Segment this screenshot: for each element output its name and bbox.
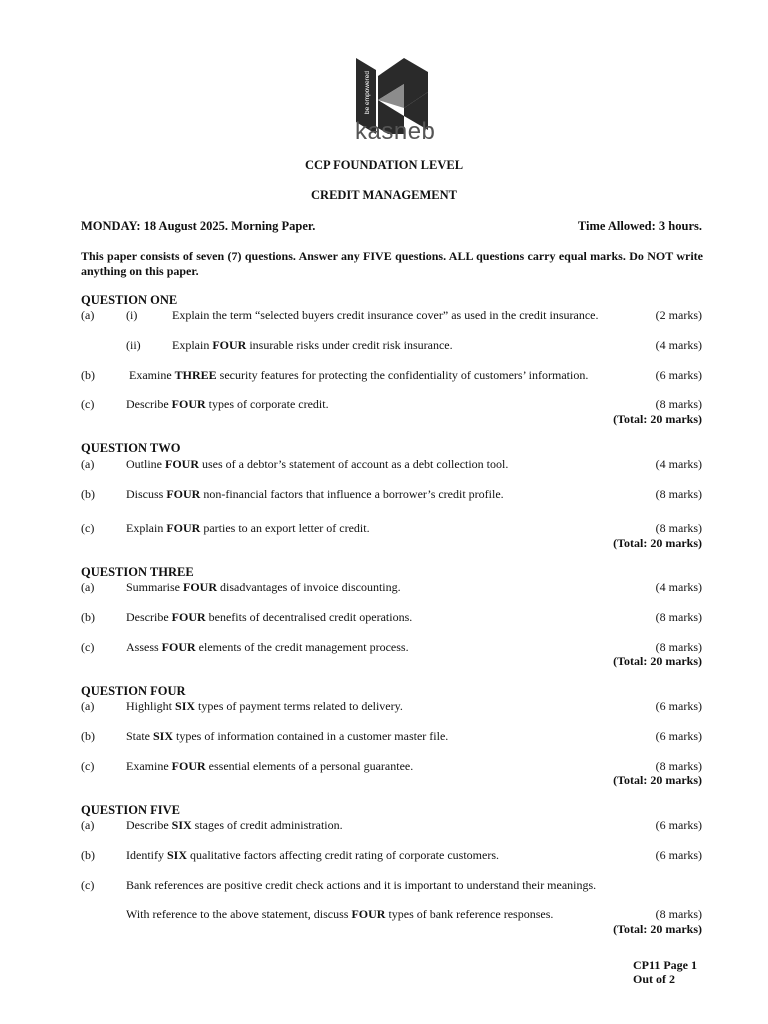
question-text: Bank references are positive credit check actions and it is important to understand their meanings. <box>126 878 597 892</box>
marks: (8 marks) <box>655 487 702 501</box>
marks: (6 marks) <box>655 729 702 743</box>
item-label: (b) <box>81 368 95 382</box>
item-label: (c) <box>81 759 95 773</box>
question-text: Describe SIX stages of credit administration. <box>126 818 343 832</box>
marks: (8 marks) <box>655 759 702 773</box>
item-label: (a) <box>81 580 95 594</box>
marks: (6 marks) <box>655 699 702 713</box>
question-text: Summarise FOUR disadvantages of invoice discounting. <box>126 580 401 594</box>
question-text: Examine THREE security features for protecting the confidentiality of customers’ information. <box>129 368 589 382</box>
item-label: (c) <box>81 397 95 411</box>
question-text: Discuss FOUR non-financial factors that influence a borrower’s credit profile. <box>126 487 504 501</box>
question-text: Highlight SIX types of payment terms related to delivery. <box>126 699 403 713</box>
question-text: Describe FOUR types of corporate credit. <box>126 397 329 411</box>
exam-date: MONDAY: 18 August 2025. Morning Paper. <box>81 219 316 233</box>
marks: (4 marks) <box>655 338 702 352</box>
item-label: (b) <box>81 610 95 624</box>
item-label: (a) <box>81 699 95 713</box>
marks: (2 marks) <box>655 308 702 322</box>
question-text: State SIX types of information contained in a customer master file. <box>126 729 449 743</box>
item-label: (c) <box>81 521 95 535</box>
marks: (4 marks) <box>655 580 702 594</box>
logo-wordmark: kasneb <box>355 118 436 145</box>
item-label: (a) <box>81 818 95 832</box>
marks: (6 marks) <box>655 368 702 382</box>
marks: (8 marks) <box>655 397 702 411</box>
question-text: With reference to the above statement, discuss FOUR types of bank reference responses. <box>126 907 554 921</box>
question-one-title: QUESTION ONE <box>81 293 178 307</box>
time-allowed: Time Allowed: 3 hours. <box>577 219 702 233</box>
question-text: Explain FOUR insurable risks under credit risk insurance. <box>172 338 453 352</box>
sub-label: (i) <box>126 308 138 322</box>
question-text: Explain FOUR parties to an export letter of credit. <box>126 521 370 535</box>
sub-label: (ii) <box>126 338 141 352</box>
item-label: (c) <box>81 878 95 892</box>
instructions: This paper consists of seven (7) questions. Answer any FIVE questions. ALL questions carry equal marks. Do NOT write anything on this paper. <box>81 249 703 278</box>
question-three-title: QUESTION THREE <box>81 565 194 579</box>
exam-subject: CREDIT MANAGEMENT <box>311 188 457 202</box>
question-five-title: QUESTION FIVE <box>81 803 180 817</box>
marks: (8 marks) <box>655 610 702 624</box>
total-marks: (Total: 20 marks) <box>613 773 702 787</box>
item-label: (a) <box>81 308 95 322</box>
total-marks: (Total: 20 marks) <box>613 654 702 668</box>
question-text: Assess FOUR elements of the credit management process. <box>126 640 409 654</box>
item-label: (a) <box>81 457 95 471</box>
item-label: (b) <box>81 487 95 501</box>
exam-level: CCP FOUNDATION LEVEL <box>304 158 464 172</box>
total-marks: (Total: 20 marks) <box>613 922 702 936</box>
page-number: CP11 Page 1 <box>633 958 697 972</box>
marks: (6 marks) <box>655 848 702 862</box>
question-text: Identify SIX qualitative factors affecting credit rating of corporate customers. <box>126 848 499 862</box>
total-marks: (Total: 20 marks) <box>613 536 702 550</box>
marks: (8 marks) <box>655 640 702 654</box>
question-four-title: QUESTION FOUR <box>81 684 186 698</box>
question-text: Explain the term “selected buyers credit insurance cover” as used in the credit insurance. <box>172 308 599 322</box>
marks: (8 marks) <box>655 907 702 921</box>
question-text: Describe FOUR benefits of decentralised credit operations. <box>126 610 413 624</box>
item-label: (c) <box>81 640 95 654</box>
item-label: (b) <box>81 729 95 743</box>
svg-text:be empowered: be empowered <box>364 71 371 114</box>
marks: (8 marks) <box>655 521 702 535</box>
marks: (6 marks) <box>655 818 702 832</box>
marks: (4 marks) <box>655 457 702 471</box>
question-text: Outline FOUR uses of a debtor’s statement of account as a debt collection tool. <box>126 457 509 471</box>
page-count: Out of 2 <box>633 972 675 986</box>
total-marks: (Total: 20 marks) <box>613 412 702 426</box>
question-text: Examine FOUR essential elements of a personal guarantee. <box>126 759 414 773</box>
question-two-title: QUESTION TWO <box>81 441 181 455</box>
item-label: (b) <box>81 848 95 862</box>
